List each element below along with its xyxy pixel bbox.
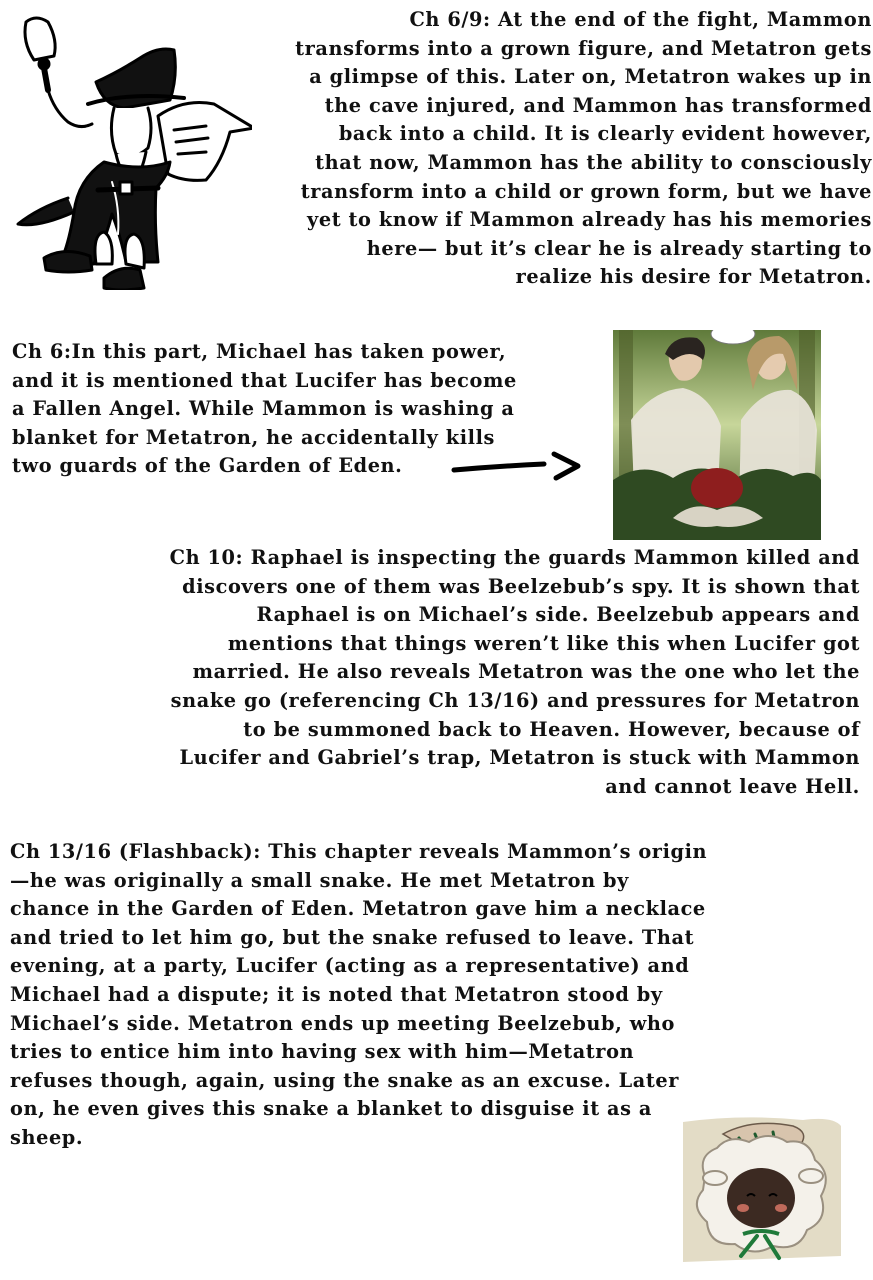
text-line: married. He also reveals Metatron was the one who let the bbox=[192, 660, 860, 684]
text-line: and cannot leave Hell. bbox=[605, 774, 860, 798]
text-line: Lucifer and Gabriel’s trap, Metatron is stuck with Mammon bbox=[179, 746, 860, 770]
text-line: refuses though, again, using the snake as an excuse. Later bbox=[10, 1068, 679, 1092]
text-line: to be summoned back to Heaven. However, because of bbox=[243, 717, 860, 741]
chapter-10-summary bbox=[150, 544, 860, 801]
text-line: the cave injured, and Mammon has transformed bbox=[324, 93, 872, 117]
text-line: chance in the Garden of Eden. Metatron gave him a necklace bbox=[10, 897, 706, 921]
text-line: back into a child. It is clearly evident however, bbox=[338, 122, 872, 146]
text-line: Ch 10: Raphael is inspecting the guards Mammon killed and bbox=[169, 546, 860, 569]
arrow-icon bbox=[450, 450, 584, 484]
text-line: tries to entice him into having sex with him—Metatron bbox=[10, 1040, 635, 1064]
text-line: a Fallen Angel. While Mammon is washing a bbox=[12, 397, 515, 421]
text-line: Michael had a dispute; it is noted that Metatron stood by bbox=[10, 982, 663, 1006]
text-line: realize his desire for Metatron. bbox=[515, 265, 872, 289]
text-line: sheep. bbox=[10, 1125, 84, 1149]
angels-comic-panel bbox=[613, 330, 821, 540]
text-line: snake go (referencing Ch 13/16) and pressures for Metatron bbox=[170, 688, 860, 712]
text-line: that now, Mammon has the ability to consciously bbox=[315, 150, 872, 174]
text-line: a glimpse of this. Later on, Metatron wakes up in bbox=[309, 65, 872, 89]
text-line: —he was originally a small snake. He met Metatron by bbox=[10, 868, 629, 892]
text-line: on, he even gives this snake a blanket to disguise it as a bbox=[10, 1097, 653, 1121]
text-line: yet to know if Mammon already has his memories bbox=[307, 208, 872, 232]
text-line: here— but it’s clear he is already starting to bbox=[366, 236, 872, 260]
text-line: Ch 13/16 (Flashback): This chapter reveals Mammon’s origin bbox=[10, 840, 708, 863]
text-line: evening, at a party, Lucifer (acting as a representative) and bbox=[10, 954, 690, 978]
town-crier-illustration bbox=[8, 12, 252, 290]
text-line: and it is mentioned that Lucifer has become bbox=[12, 368, 517, 392]
text-line: discovers one of them was Beelzebub’s spy. It is shown that bbox=[182, 574, 860, 598]
text-line: Ch 6/9: At the end of the fight, Mammon bbox=[409, 8, 872, 31]
text-line: Michael’s side. Metatron ends up meeting Beelzebub, who bbox=[10, 1011, 675, 1035]
text-line: and tried to let him go, but the snake refused to leave. That bbox=[10, 925, 695, 949]
chapter-13-16-summary bbox=[10, 838, 740, 1153]
chapter-6-9-summary bbox=[262, 6, 872, 292]
text-line: blanket for Metatron, he accidentally kills bbox=[12, 425, 495, 449]
sheep-comic-panel bbox=[683, 1116, 843, 1262]
text-line: transforms into a grown figure, and Metatron gets bbox=[295, 36, 872, 60]
text-line: Ch 6:In this part, Michael has taken power, bbox=[12, 340, 507, 363]
text-line: Raphael is on Michael’s side. Beelzebub appears and bbox=[256, 603, 860, 627]
text-line: two guards of the Garden of Eden. bbox=[12, 454, 403, 478]
text-line: transform into a child or grown form, but we have bbox=[300, 179, 872, 203]
text-line: mentions that things weren’t like this when Lucifer got bbox=[227, 631, 860, 655]
